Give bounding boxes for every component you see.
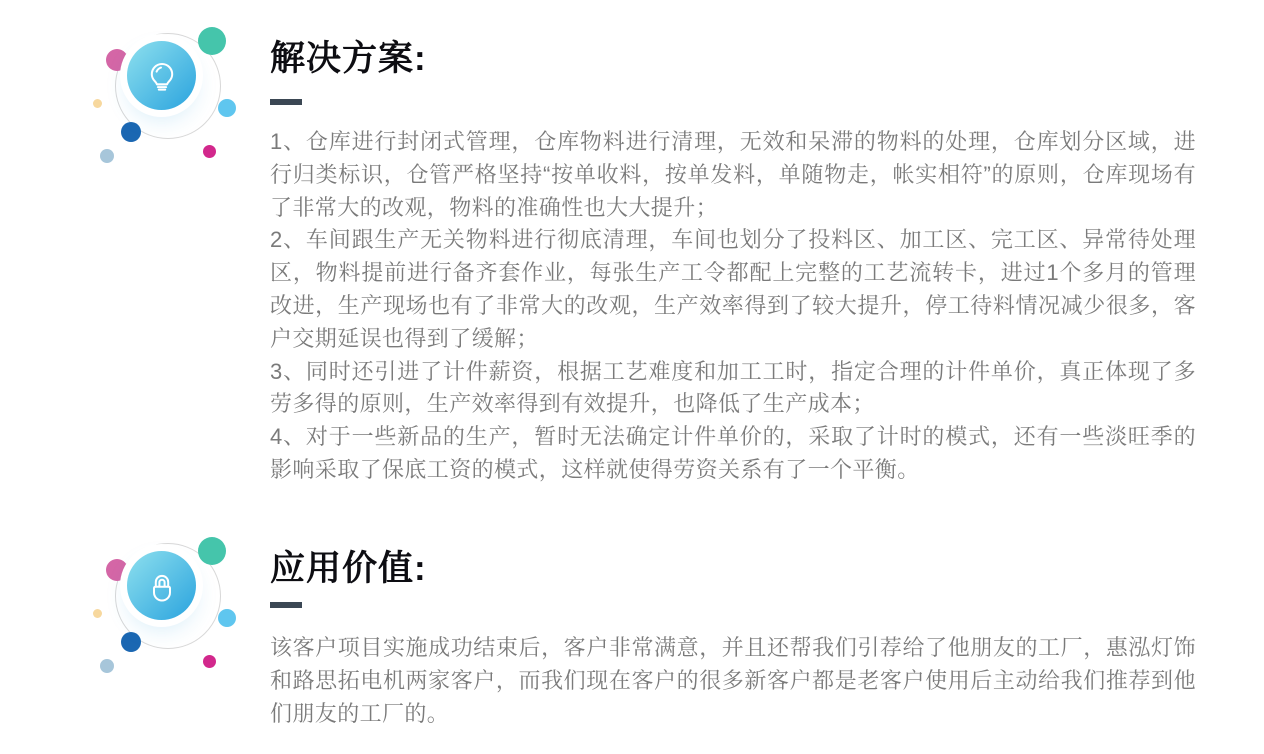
yellow-dot (93, 99, 102, 108)
darkblue-dot (121, 122, 141, 142)
solution-item-4: 4、对于一些新品的生产，暂时无法确定计件单价的，采取了计时的模式，还有一些淡旺季的影响采取了保底工资的模式，这样就使得劳资关系有了一个平衡。 (270, 424, 1196, 482)
pink-dot (106, 49, 128, 71)
teal-dot (198, 27, 226, 55)
solution-item-1: 1、仓库进行封闭式管理，仓库物料进行清理，无效和呆滞的物料的处理，仓库划分区域，进行归类标识，仓管严格坚持“按单收料，按单发料，单随物走，帐实相符”的原则，仓库现场有了非常大的改观，物料的准确性也大大提升； (270, 129, 1196, 220)
solution-item-3: 3、同时还引进了计件薪资，根据工艺难度和加工工时，指定合理的计件单价，真正体现了多劳多得的原则，生产效率得到有效提升，也降低了生产成本； (270, 358, 1196, 417)
heading-underline (270, 602, 302, 608)
yellow-dot (93, 609, 102, 618)
section-title-value: 应用价值: (270, 549, 427, 588)
section-title-solution: 解决方案: (270, 39, 427, 78)
solution-paragraph (270, 126, 1196, 487)
lock-icon (144, 568, 180, 604)
pink-dot (106, 559, 128, 581)
heading-underline (270, 99, 302, 105)
steel-dot (100, 659, 114, 673)
value-item-1: 该客户项目实施成功结束后，客户非常满意，并且还帮我们引荐给了他朋友的工厂，惠泓灯饰和路思拓电机两家客户，而我们现在客户的很多新客户都是老客户使用后主动给我们推荐到他们朋友的工厂的。 (270, 635, 1196, 726)
darkblue-dot (121, 632, 141, 652)
steel-dot (100, 149, 114, 163)
teal-dot (198, 537, 226, 565)
magenta-dot (203, 145, 216, 158)
lightbulb-icon (144, 58, 180, 94)
lock-badge (127, 551, 196, 620)
lightbulb-badge (127, 41, 196, 110)
decorated-icon-value (90, 525, 240, 677)
magenta-dot (203, 655, 216, 668)
value-paragraph (270, 632, 1196, 730)
lightblue-dot (218, 609, 236, 627)
solution-item-2: 2、车间跟生产无关物料进行彻底清理，车间也划分了投料区、加工区、完工区、异常待处理区，物料提前进行备齐套作业，每张生产工令都配上完整的工艺流转卡，进过1个多月的管理改进，生产现场也有了非常大的改观，生产效率得到了较大提升，停工待料情况减少很多，客户交期延误也得到了缓解； (270, 227, 1196, 351)
lightblue-dot (218, 99, 236, 117)
decorated-icon-solution (90, 15, 240, 167)
